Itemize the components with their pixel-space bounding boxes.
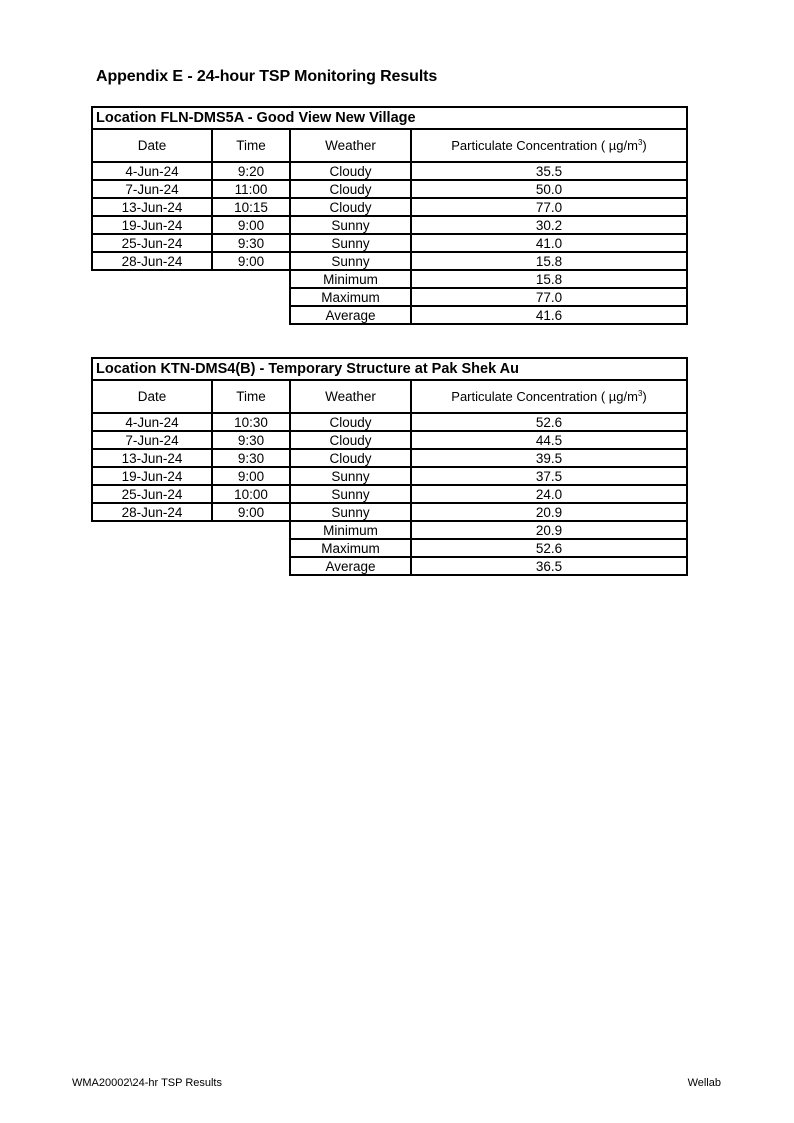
stat-row-minimum [92,270,687,288]
date-cell: 4-Jun-24 [92,413,212,431]
date-cell: 25-Jun-24 [92,485,212,503]
concentration-header: Particulate Concentration ( $\mu g/m^3$) [411,129,687,162]
time-header: Time [212,129,290,162]
concentration-cell: 30.2 [411,216,687,234]
time-cell: 9:00 [212,216,290,234]
time-cell: 10:00 [212,485,290,503]
concentration-cell: 52.6 [411,413,687,431]
time-cell: 10:15 [212,198,290,216]
weather-cell: Cloudy [290,413,411,431]
table-row [92,216,687,234]
stat-value: 15.8 [411,270,687,288]
concentration-cell: 44.5 [411,431,687,449]
weather-cell: Sunny [290,252,411,270]
stat-row-maximum [92,539,687,557]
blank-cell [92,270,290,288]
time-cell: 9:20 [212,162,290,180]
footer-document-ref: WMA20002\24-hr TSP Results [72,1077,222,1089]
weather-header: Weather [290,380,411,413]
weather-cell: Cloudy [290,431,411,449]
time-cell: 9:30 [212,431,290,449]
blank-cell [92,306,290,324]
location-title: Location FLN-DMS5A - Good View New Village [92,107,687,129]
date-cell: 13-Jun-24 [92,449,212,467]
stat-label: Maximum [290,539,411,557]
time-cell: 10:30 [212,413,290,431]
table-row [92,252,687,270]
time-cell: 9:00 [212,503,290,521]
concentration-cell: 39.5 [411,449,687,467]
table-row [92,485,687,503]
weather-cell: Cloudy [290,449,411,467]
weather-cell: Sunny [290,485,411,503]
date-cell: 19-Jun-24 [92,216,212,234]
tsp-table-ktn-dms4b [91,357,688,576]
stat-label: Average [290,557,411,575]
footer-company: Wellab [687,1077,721,1089]
date-cell: 28-Jun-24 [92,252,212,270]
date-header: Date [92,380,212,413]
date-cell: 28-Jun-24 [92,503,212,521]
table-row [92,467,687,485]
concentration-cell: 20.9 [411,503,687,521]
stat-label: Average [290,306,411,324]
page-title: Appendix E - 24-hour TSP Monitoring Results [96,68,438,85]
blank-cell [92,288,290,306]
weather-cell: Cloudy [290,180,411,198]
concentration-cell: 15.8 [411,252,687,270]
concentration-cell: 37.5 [411,467,687,485]
concentration-cell: 35.5 [411,162,687,180]
time-cell: 9:30 [212,449,290,467]
table-row [92,431,687,449]
time-cell: 9:30 [212,234,290,252]
table-row [92,413,687,431]
time-cell: 9:00 [212,252,290,270]
location-title: Location KTN-DMS4(B) - Temporary Structure at Pak Shek Au [92,358,687,380]
stat-value: 41.6 [411,306,687,324]
stat-value: 77.0 [411,288,687,306]
date-cell: 19-Jun-24 [92,467,212,485]
stat-value: 20.9 [411,521,687,539]
stat-label: Maximum [290,288,411,306]
concentration-header: Particulate Concentration ( $\mu g/m^3$) [411,380,687,413]
stat-value: 36.5 [411,557,687,575]
weather-cell: Sunny [290,503,411,521]
weather-cell: Sunny [290,467,411,485]
stat-row-average [92,306,687,324]
table-row [92,503,687,521]
weather-cell: Sunny [290,216,411,234]
weather-cell: Sunny [290,234,411,252]
tsp-table-fln-dms5a [91,106,688,325]
date-cell: 13-Jun-24 [92,198,212,216]
table-row [92,162,687,180]
table-row [92,198,687,216]
weather-header: Weather [290,129,411,162]
concentration-cell: 50.0 [411,180,687,198]
stat-row-average [92,557,687,575]
blank-cell [92,521,290,539]
weather-cell: Cloudy [290,162,411,180]
table-row [92,234,687,252]
concentration-cell: 24.0 [411,485,687,503]
date-cell: 7-Jun-24 [92,180,212,198]
concentration-cell: 77.0 [411,198,687,216]
table-row [92,449,687,467]
stat-row-maximum [92,288,687,306]
date-cell: 7-Jun-24 [92,431,212,449]
date-cell: 4-Jun-24 [92,162,212,180]
table-row [92,180,687,198]
concentration-cell: 41.0 [411,234,687,252]
time-cell: 9:00 [212,467,290,485]
stat-row-minimum [92,521,687,539]
blank-cell [92,557,290,575]
blank-cell [92,539,290,557]
stat-value: 52.6 [411,539,687,557]
time-header: Time [212,380,290,413]
date-cell: 25-Jun-24 [92,234,212,252]
time-cell: 11:00 [212,180,290,198]
weather-cell: Cloudy [290,198,411,216]
stat-label: Minimum [290,521,411,539]
date-header: Date [92,129,212,162]
stat-label: Minimum [290,270,411,288]
